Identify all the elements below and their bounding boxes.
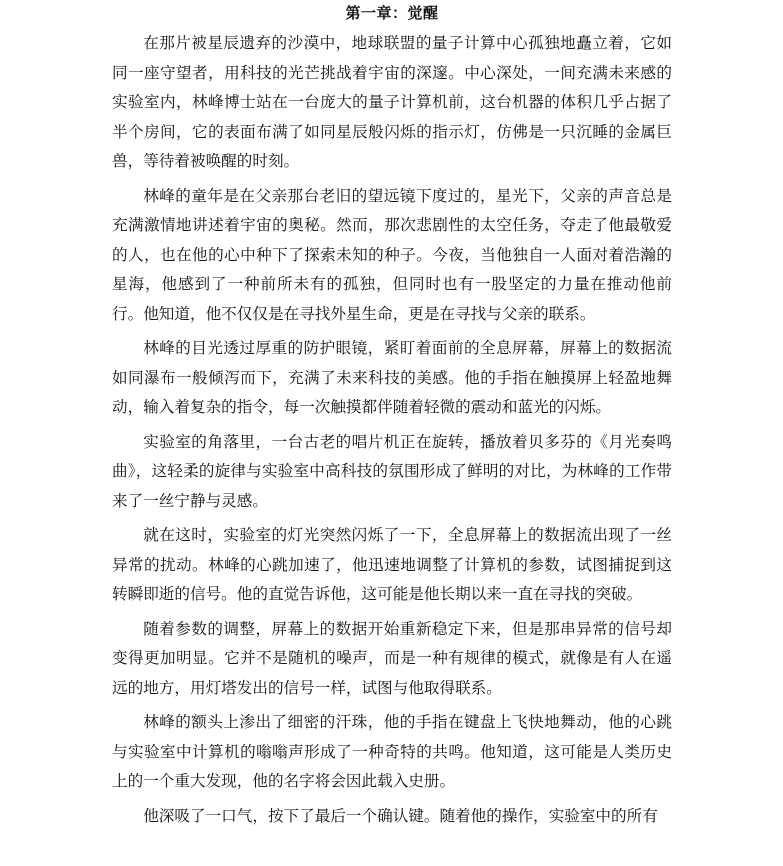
paragraph-3: 林峰的目光透过厚重的防护眼镜，紧盯着面前的全息屏幕，屏幕上的数据流如同瀑布一般倾泻而下，充满了未来科技的美感。他的手指在触摸屏上轻盈地舞动，输入着复杂的指令，每一次触摸都伴随着轻微的震动和蓝光的闪烁。	[112, 339, 672, 416]
paragraph-4: 实验室的角落里，一台古老的唱片机正在旋转，播放着贝多芬的《月光奏鸣曲》，这轻柔的旋律与实验室中高科技的氛围形成了鲜明的对比，为林峰的工作带来了一丝宁静与灵感。	[112, 432, 672, 510]
paragraph-6: 随着参数的调整，屏幕上的数据开始重新稳定下来，但是那串异常的信号却变得更加明显。它并不是随机的噪声，而是一种有规律的模式，就像是有人在遥远的地方，用灯塔发出的信号一样，试图与他取得联系。	[112, 619, 672, 697]
paragraph-7: 林峰的额头上渗出了细密的汗珠，他的手指在键盘上飞快地舞动，他的心跳与实验室中计算机的嗡嗡声形成了一种奇特的共鸣。他知道，这可能是人类历史上的一个重大发现，他的名字将会因此载入史册。	[112, 713, 672, 790]
document-page	[0, 3, 783, 866]
paragraph-5: 就在这时，实验室的灯光突然闪烁了一下，全息屏幕上的数据流出现了一丝异常的扰动。林峰的心跳加速了，他迅速地调整了计算机的参数，试图捕捉到这转瞬即逝的信号。他的直觉告诉他，这可能是他长期以来一直在寻找的突破。	[112, 526, 672, 603]
paragraph-8: 他深吸了一口气，按下了最后一个确认键。随着他的操作，实验室中的所有	[143, 806, 658, 825]
chapter-title: 第一章：觉醒	[345, 4, 439, 22]
paragraph-1: 在那片被星辰遗弃的沙漠中，地球联盟的量子计算中心孤独地矗立着，它如同一座守望者，用科技的光芒挑战着宇宙的深邃。中心深处，一间充满未来感的实验室内，林峰博士站在一台庞大的量子计算机前，这台机器的体积几乎占据了半个房间，它的表面布满了如同星辰般闪烁的指示灯，仿佛是一只沉睡的金属巨兽，等待着被唤醒的时刻。	[112, 34, 672, 170]
paragraph-2: 林峰的童年是在父亲那台老旧的望远镜下度过的，星光下，父亲的声音总是充满激情地讲述着宇宙的奥秘。然而，那次悲剧性的太空任务，夺走了他最敬爱的人，也在他的心中种下了探索未知的种子。今夜，当他独自一人面对着浩瀚的星海，他感到了一种前所未有的孤独，但同时也有一股坚定的力量在推动他前行。他知道，他不仅仅是在寻找外星生命，更是在寻找与父亲的联系。	[112, 186, 672, 323]
